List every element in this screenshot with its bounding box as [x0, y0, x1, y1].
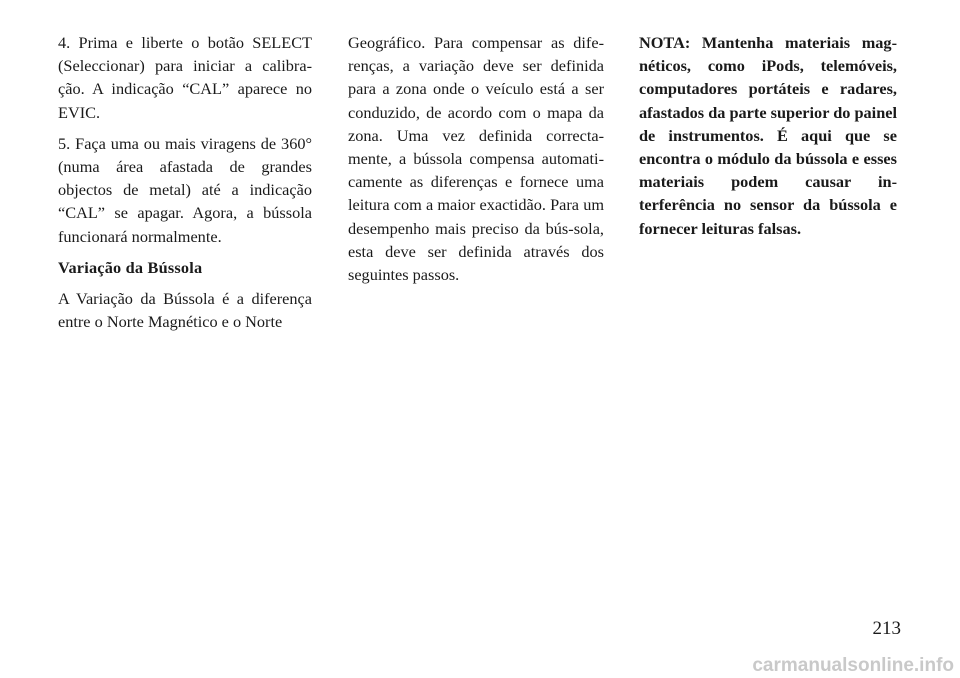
paragraph-step-5: 5. Faça uma ou mais viragens de 360° (numa área afastada de grandes objectos de metal) até a indicação “CAL” se apagar. Agora, a bússola funcionará normalmente.	[58, 133, 312, 246]
paragraph-step-4: 4. Prima e liberte o botão SELECT (Seleccionar) para iniciar a calibra-ção. A indicação “CAL” aparece no EVIC.	[58, 33, 312, 122]
section-heading: Variação da Bússola	[58, 257, 203, 277]
text-column-left	[58, 31, 312, 333]
page-number: 213	[872, 618, 901, 639]
paragraph-variation-continued: Geográfico. Para compensar as dife-renças, a variação deve ser definida para a zona onde o veículo está a ser conduzido, de acordo com o mapa da zona. Uma vez definida correcta-mente, a bússola compensa automati-camente as diferenças e fornece uma leitura com a maior exactidão. Para um desempenho mais preciso da bús-sola, esta deve ser definida através dos seguintes passos.	[348, 33, 604, 285]
text-column-right	[639, 31, 897, 240]
text-column-middle	[348, 31, 604, 286]
paragraph-variation-intro: A Variação da Bússola é a diferença entre o Norte Magnético e o Norte	[58, 289, 312, 332]
note-paragraph: NOTA: Mantenha materiais mag-néticos, como iPods, telemóveis, computadores portáteis e radares, afastados da parte superior do painel de instrumentos. É aqui que se encontra o módulo da bússola e esses materiais podem causar in-terferência no sensor da bússola e fornecer leituras falsas.	[639, 33, 897, 238]
watermark: carmanualsonline.info	[752, 655, 954, 676]
